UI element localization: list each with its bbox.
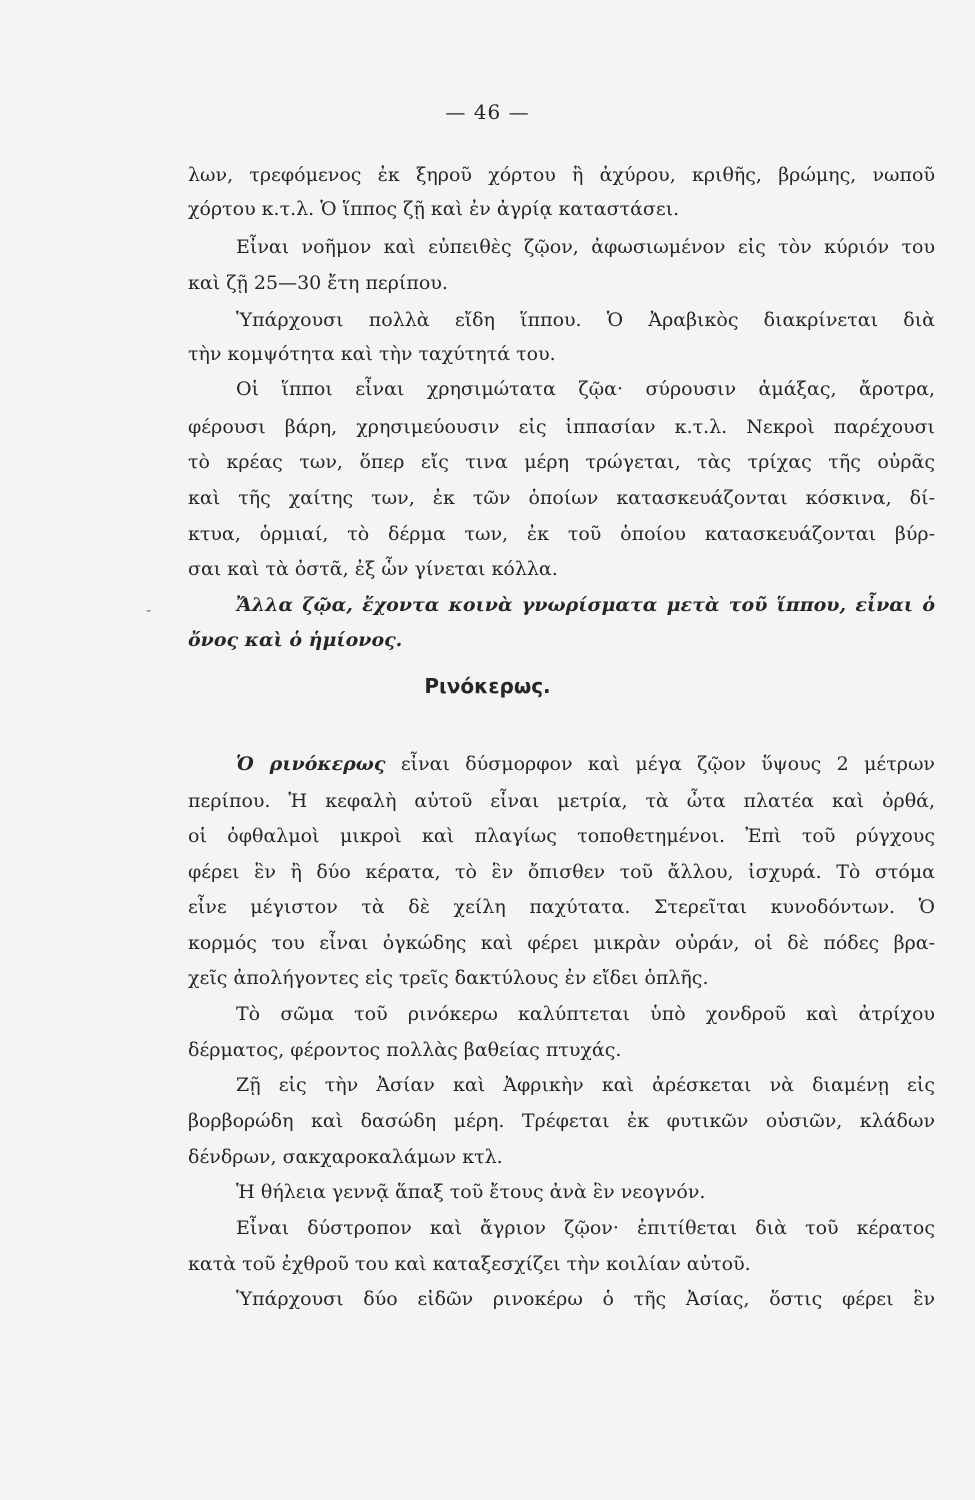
italic-text-line: ὄνος καὶ ὁ ἡμίονος. (188, 629, 403, 651)
text-line: οἱ ὀφθαλμοὶ μικροὶ καὶ πλαγίως τοποθετημένοι. Ἐπὶ τοῦ ρύγχους (188, 825, 935, 847)
text-line: λων, τρεφόμενος ἐκ ξηροῦ χόρτου ἢ ἀχύρου, κριθῆς, βρώμης, νωποῦ (188, 164, 935, 186)
text-line: κορμός του εἶναι ὀγκώδης καὶ φέρει μικρὰν οὐράν, οἱ δὲ πόδες βρα- (188, 932, 935, 954)
text-line: τὸ κρέας των, ὅπερ εἴς τινα μέρη τρώγεται, τὰς τρίχας τῆς οὐρᾶς (188, 451, 935, 473)
text-line: Εἶναι νοῆμον καὶ εὐπειθὲς ζῷον, ἀφωσιωμένον εἰς τὸν κύριόν του (236, 236, 935, 258)
text-line: Ὑπάρχουσι δύο εἰδῶν ρινοκέρω ὁ τῆς Ἀσίας, ὅστις φέρει ἓν (236, 1288, 935, 1310)
text-line: χεῖς ἀπολήγοντες εἰς τρεῖς δακτύλους ἐν εἴδει ὁπλῆς. (188, 967, 709, 989)
text-line: χόρτου κ.τ.λ. Ὁ ἵππος ζῇ καὶ ἐν ἀγρίᾳ καταστάσει. (188, 198, 680, 220)
text-line: φέρουσι βάρη, χρησιμεύουσιν εἰς ἱππασίαν κ.τ.λ. Νεκροὶ παρέχουσι (188, 416, 935, 438)
term-rhinoceros: Ὁ ρινόκερως (236, 753, 386, 775)
text-line (236, 755, 935, 774)
page-number: — 46 — (445, 100, 530, 124)
text-line: δένδρων, σακχαροκαλάμων κτλ. (188, 1146, 503, 1168)
margin-mark: - (146, 600, 152, 619)
text-line: περίπου. Ἡ κεφαλὴ αὐτοῦ εἶναι μετρία, τὰ ὦτα πλατέα καὶ ὀρθά, (188, 790, 935, 812)
text-line: εἶνε μέγιστον τὰ δὲ χείλη παχύτατα. Στερεῖται κυνοδόντων. Ὁ (188, 896, 935, 918)
text-line: φέρει ἓν ἢ δύο κέρατα, τὸ ἓν ὄπισθεν τοῦ ἄλλου, ἰσχυρά. Τὸ στόμα (188, 861, 935, 883)
text-fragment: εἶναι δύσμορφον καὶ μέγα ζῷον ὕψους 2 μέτρων (400, 753, 935, 775)
text-line: σαι καὶ τὰ ὀστᾶ, ἐξ ὧν γίνεται κόλλα. (188, 558, 558, 580)
text-line: κατὰ τοῦ ἐχθροῦ του καὶ καταξεσχίζει τὴν κοιλίαν αὐτοῦ. (188, 1253, 751, 1275)
text-line: καὶ τῆς χαίτης των, ἐκ τῶν ὁποίων κατασκευάζονται κόσκινα, δί- (188, 487, 935, 509)
text-line: καὶ ζῇ 25—30 ἔτη περίπου. (188, 272, 448, 294)
text-line: Ἡ θήλεια γεννᾷ ἅπαξ τοῦ ἔτους ἀνὰ ἓν νεογνόν. (236, 1181, 706, 1203)
text-line: Εἶναι δύστροπον καὶ ἄγριον ζῷον· ἐπιτίθεται διὰ τοῦ κέρατος (236, 1217, 935, 1239)
text-line: δέρματος, φέροντος πολλὰς βαθείας πτυχάς. (188, 1039, 622, 1061)
text-line: κτυα, ὁρμιαί, τὸ δέρμα των, ἐκ τοῦ ὁποίου κατασκευάζονται βύρ- (188, 523, 935, 545)
section-heading: Ρινόκερως. (424, 674, 551, 698)
italic-text-line: Ἄλλα ζῷα, ἔχοντα κοινὰ γνωρίσματα μετὰ τοῦ ἵππου, εἶναι ὁ (236, 594, 935, 616)
text-line: Ζῇ εἰς τὴν Ἀσίαν καὶ Ἀφρικὴν καὶ ἀρέσκεται νὰ διαμένῃ εἰς (236, 1074, 935, 1096)
text-line: Οἱ ἵπποι εἶναι χρησιμώτατα ζῷα· σύρουσιν ἁμάξας, ἄροτρα, (236, 378, 935, 400)
text-line: Ὑπάρχουσι πολλὰ εἴδη ἵππου. Ὁ Ἀραβικὸς διακρίνεται διὰ (236, 309, 935, 331)
text-line: τὴν κομψότητα καὶ τὴν ταχύτητά του. (188, 343, 556, 365)
text-line: Τὸ σῶμα τοῦ ρινόκερω καλύπτεται ὑπὸ χονδροῦ καὶ ἀτρίχου (236, 1003, 935, 1025)
text-line: βορβορώδη καὶ δασώδη μέρη. Τρέφεται ἐκ φυτικῶν οὐσιῶν, κλάδων (188, 1110, 935, 1132)
